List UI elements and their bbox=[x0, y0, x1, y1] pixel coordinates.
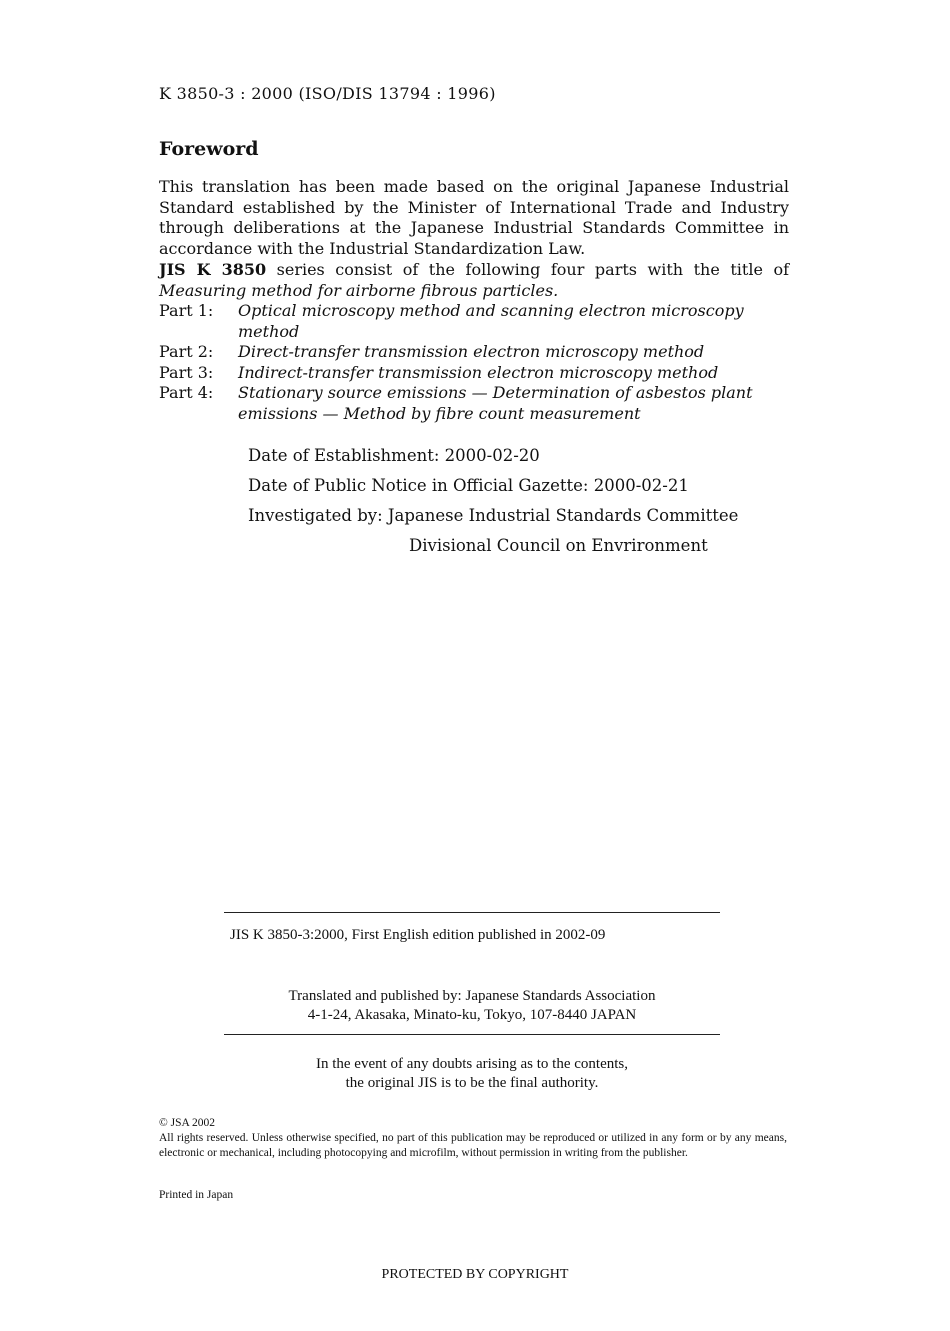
part-label: Part 3: bbox=[159, 362, 214, 382]
establishment-date: Date of Establishment: 2000-02-20 bbox=[248, 446, 540, 465]
foreword-paragraph: This translation has been made based on the original Japanese Industrial Standard established by the Minister of International Trade and Industry through deliberations at the Japanese Industrial Standards Committee in accordance with the Industrial Standardization Law. bbox=[159, 177, 789, 258]
series-title: Measuring method for airborne fibrous particles. bbox=[159, 280, 559, 300]
copyright-footer: PROTECTED BY COPYRIGHT bbox=[381, 1267, 569, 1282]
series-text: series consist of the following four parts with the title of bbox=[266, 260, 789, 279]
investigated-by: Investigated by: Japanese Industrial Standards Committee bbox=[248, 506, 739, 525]
document-header: K 3850-3 : 2000 (ISO/DIS 13794 : 1996) bbox=[159, 84, 496, 103]
part-title: Stationary source emissions — Determination of asbestos plant emissions — Method by fibre count measurement bbox=[238, 383, 753, 423]
divider bbox=[224, 912, 720, 913]
series-paragraph bbox=[159, 260, 789, 301]
list-item bbox=[159, 363, 791, 384]
list-item bbox=[159, 301, 791, 342]
part-title: Direct-transfer transmission electron microscopy method bbox=[238, 342, 705, 361]
publisher-info bbox=[224, 987, 720, 1025]
parts-list bbox=[159, 301, 791, 424]
notice-line: In the event of any doubts arising as to the contents, bbox=[315, 1056, 628, 1072]
gazette-date: Date of Public Notice in Official Gazette: 2000-02-21 bbox=[248, 476, 689, 495]
part-title: Indirect-transfer transmission electron microscopy method bbox=[238, 362, 719, 382]
authority-notice bbox=[224, 1055, 720, 1093]
divider bbox=[224, 1034, 720, 1035]
divisional-council: Divisional Council on Envrironment bbox=[409, 536, 708, 555]
list-item bbox=[159, 383, 791, 424]
list-item bbox=[159, 342, 791, 363]
notice-line: the original JIS is to be the final authority. bbox=[345, 1075, 599, 1091]
copyright-line: © JSA 2002 bbox=[159, 1117, 216, 1129]
edition-info: JIS K 3850-3:2000, First English edition published in 2002-09 bbox=[230, 927, 606, 943]
page-title: Foreword bbox=[159, 138, 259, 160]
part-label: Part 1: bbox=[159, 301, 214, 320]
copyright-block bbox=[159, 1116, 787, 1161]
part-label: Part 4: bbox=[159, 383, 214, 402]
part-title: Optical microscopy method and scanning electron microscopy method bbox=[238, 301, 744, 341]
publisher-address: 4-1-24, Akasaka, Minato-ku, Tokyo, 107-8440 JAPAN bbox=[307, 1007, 637, 1023]
series-designation: JIS K 3850 bbox=[159, 260, 267, 279]
printed-in: Printed in Japan bbox=[159, 1189, 234, 1201]
copyright-text: All rights reserved. Unless otherwise specified, no part of this publication may be reproduced or utilized in any form or by any means, electronic or mechanical, including photocopying and microfilm, without permission in writing from the publisher. bbox=[159, 1132, 787, 1159]
publisher-line: Translated and published by: Japanese Standards Association bbox=[288, 988, 656, 1004]
part-label: Part 2: bbox=[159, 342, 214, 361]
